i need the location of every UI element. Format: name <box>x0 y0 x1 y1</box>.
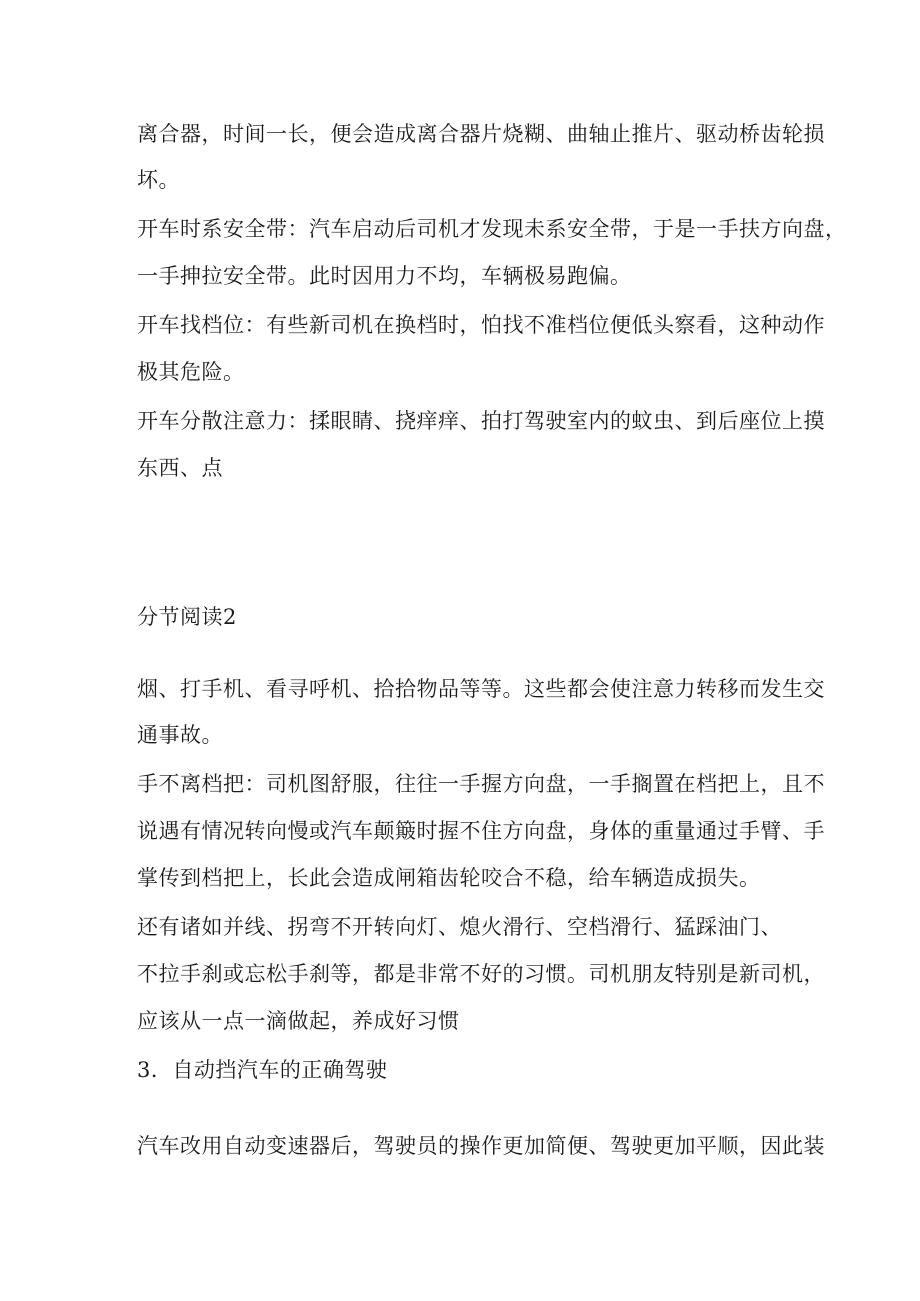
paragraph-4-line-1: 开车分散注意力：揉眼睛、挠痒痒、拍打驾驶室内的蚊虫、到后座位上摸 <box>137 409 825 433</box>
paragraph-3-line-2: 极其危险。 <box>137 360 245 384</box>
paragraph-1-line-1: 离合器，时间一长，便会造成离合器片烧糊、曲轴止推片、驱动桥齿轮损 <box>137 122 825 146</box>
paragraph-7-line-3: 应该从一点一滴做起，养成好习惯 <box>137 1009 460 1033</box>
paragraph-2-line-1: 开车时系安全带：汽车启动后司机才发现未系安全带，于是一手扶方向盘， <box>137 217 847 241</box>
paragraph-6-line-1: 手不离档把：司机图舒服，往往一手握方向盘，一手搁置在档把上，且不 <box>137 772 825 796</box>
paragraph-5-line-1: 烟、打手机、看寻呼机、拾拾物品等等。这些都会使注意力转移而发生交 <box>137 677 825 701</box>
paragraph-6-line-2: 说遇有情况转向慢或汽车颠簸时握不住方向盘，身体的重量通过手臂、手 <box>137 819 825 843</box>
paragraph-8-line-1: 汽车改用自动变速器后，驾驶员的操作更加简便、驾驶更加平顺，因此装 <box>137 1134 825 1158</box>
paragraph-3-line-1: 开车找档位：有些新司机在换档时，怕找不准档位便低头察看，这种动作 <box>137 313 825 337</box>
section-heading: 分节阅读2 <box>137 605 237 629</box>
subheading: 3．自动挡汽车的正确驾驶 <box>137 1058 388 1082</box>
paragraph-2-line-2: 一手抻拉安全带。此时因用力不均，车辆极易跑偏。 <box>137 264 632 288</box>
paragraph-5-line-2: 通事故。 <box>137 723 223 747</box>
paragraph-4-line-2: 东西、点 <box>137 456 223 480</box>
paragraph-7-line-2: 不拉手刹或忘松手刹等，都是非常不好的习惯。司机朋友特别是新司机， <box>137 962 825 986</box>
paragraph-1-line-2: 坏。 <box>137 168 180 192</box>
paragraph-6-line-3: 掌传到档把上，长此会造成闸箱齿轮咬合不稳，给车辆造成损失。 <box>137 866 761 890</box>
paragraph-7-line-1: 还有诸如并线、拐弯不开转向灯、熄火滑行、空档滑行、猛踩油门、 <box>137 915 782 939</box>
